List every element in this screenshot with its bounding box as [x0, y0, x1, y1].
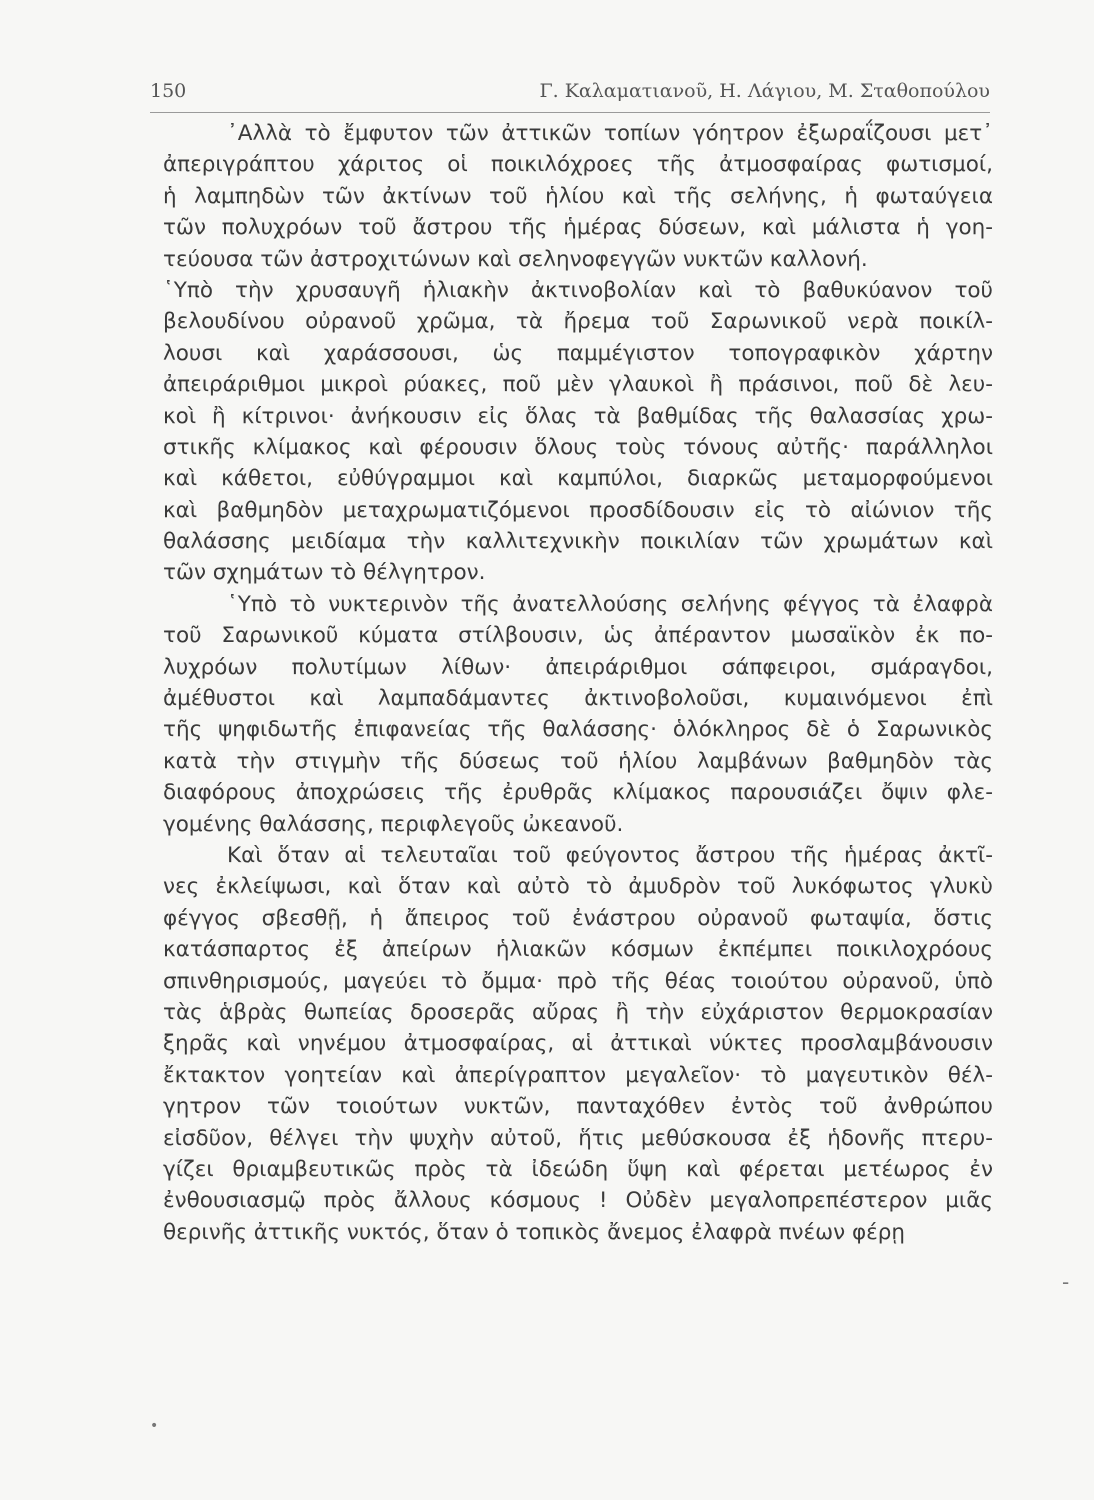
text-line: τοῦ Σαρωνικοῦ κύματα στίλβουσιν, ὡς ἀπέραντον μωσαϊκὸν ἐκ πο-: [163, 623, 993, 649]
text-line: βελουδίνου οὐρανοῦ χρῶμα, τὰ ἤρεμα τοῦ Σαρωνικοῦ νερὰ ποικίλ-: [163, 309, 993, 335]
text-line: τῶν πολυχρόων τοῦ ἄστρου τῆς ἡμέρας δύσεων, καὶ μάλιστα ἡ γοη-: [163, 215, 993, 241]
text-line: ᾿Αλλὰ τὸ ἔμφυτον τῶν ἀττικῶν τοπίων γόητρον ἐξωραΐζουσι μετ᾿: [227, 121, 993, 146]
paragraph: [163, 840, 993, 1248]
text-line: τῆς ψηφιδωτῆς ἐπιφανείας τῆς θαλάσσης· ὁλόκληρος δὲ ὁ Σαρωνικὸς: [163, 717, 993, 743]
text-line: ἡ λαμπηδὼν τῶν ἀκτίνων τοῦ ἡλίου καὶ τῆς σελήνης, ἡ φωταύγεια: [163, 183, 993, 209]
running-title-authors: Γ. Καλαματιανοῦ, Η. Λάγιου, Μ. Σταθοπούλου: [539, 80, 990, 102]
text-line: νες ἐκλείψωσι, καὶ ὅταν καὶ αὐτὸ τὸ ἀμυδρὸν τοῦ λυκόφωτος γλυκὺ: [163, 874, 993, 900]
text-line: ἔκτακτον γοητείαν καὶ ἀπερίγραπτον μεγαλεῖον· τὸ μαγευτικὸν θέλ-: [163, 1062, 993, 1088]
margin-mark-bottom: •: [150, 1418, 159, 1434]
text-line: εἰσδῦον, θέλγει τὴν ψυχὴν αὐτοῦ, ἥτις μεθύσκουσα ἐξ ἡδονῆς πτερυ-: [163, 1125, 993, 1151]
page-number: 150: [150, 80, 187, 102]
text-line: ἀμέθυστοι καὶ λαμπαδάμαντες ἀκτινοβολοῦσι, κυμαινόμενοι ἐπὶ: [163, 686, 993, 712]
text-line: θαλάσσης μειδίαμα τὴν καλλιτεχνικὴν ποικιλίαν τῶν χρωμάτων καὶ: [163, 529, 993, 555]
paragraph: [163, 118, 993, 275]
text-line: λουσι καὶ χαράσσουσι, ὡς παμμέγιστον τοπογραφικὸν χάρτην: [163, 340, 993, 366]
text-line: ῾Υπὸ τὸ νυκτερινὸν τῆς ἀνατελλούσης σελήνης φέγγος τὰ ἐλαφρὰ: [227, 591, 993, 617]
text-line: κατάσπαρτος ἐξ ἀπείρων ἡλιακῶν κόσμων ἐκπέμπει ποικιλοχρόους: [163, 937, 993, 963]
body-text: [163, 118, 993, 1248]
text-line: καὶ βαθμηδὸν μεταχρωματιζόμενοι προσδίδουσιν εἰς τὸ αἰώνιον τῆς: [163, 497, 993, 523]
paragraph: [163, 275, 993, 589]
text-line: γίζει θριαμβευτικῶς πρὸς τὰ ἰδεώδη ὕψη καὶ φέρεται μετέωρος ἐν: [163, 1156, 993, 1182]
text-line: Καὶ ὅταν αἱ τελευταῖαι τοῦ φεύγοντος ἄστρου τῆς ἡμέρας ἀκτῖ-: [227, 842, 993, 868]
text-line: σπινθηρισμούς, μαγεύει τὸ ὄμμα· πρὸ τῆς θέας τοιούτου οὐρανοῦ, ὑπὸ: [163, 968, 993, 994]
text-line: ξηρᾶς καὶ νηνέμου ἀτμοσφαίρας, αἱ ἀττικαὶ νύκτες προσλαμβάνουσιν: [163, 1031, 993, 1057]
text-line: ἀπειράριθμοι μικροὶ ρύακες, ποῦ μὲν γλαυκοὶ ἢ πράσινοι, ποῦ δὲ λευ-: [163, 372, 993, 398]
text-line: ῾Υπὸ τὴν χρυσαυγῆ ἡλιακὴν ἀκτινοβολίαν καὶ τὸ βαθυκύανον τοῦ: [163, 277, 993, 303]
text-line: κοὶ ἢ κίτρινοι· ἀνήκουσιν εἰς ὅλας τὰ βαθμίδας τῆς θαλασσίας χρω-: [163, 403, 993, 429]
running-header: [150, 72, 990, 113]
text-line: τῶν σχημάτων τὸ θέλγητρον.: [163, 560, 486, 586]
text-line: λυχρόων πολυτίμων λίθων· ἀπειράριθμοι σάπφειροι, σμάραγδοι,: [163, 654, 993, 680]
text-line: θερινῆς ἀττικῆς νυκτός, ὅταν ὁ τοπικὸς ἄνεμος ἐλαφρὰ πνέων φέρῃ: [163, 1219, 906, 1245]
text-line: γητρον τῶν τοιούτων νυκτῶν, πανταχόθεν ἐντὸς τοῦ ἀνθρώπου: [163, 1094, 993, 1120]
paragraph: [163, 589, 993, 840]
text-line: ἐνθουσιασμῷ πρὸς ἄλλους κόσμους ! Οὐδὲν μεγαλοπρεπέστερον μιᾶς: [163, 1188, 993, 1214]
text-line: καὶ κάθετοι, εὐθύγραμμοι καὶ καμπύλοι, διαρκῶς μεταμορφούμενοι: [163, 466, 993, 492]
text-line: τεύουσα τῶν ἀστροχιτώνων καὶ σεληνοφεγγῶν νυκτῶν καλλονή.: [163, 246, 868, 272]
text-line: τὰς ἁβρὰς θωπείας δροσερᾶς αὔρας ἢ τὴν εὐχάριστον θερμοκρασίαν: [163, 999, 993, 1025]
text-line: διαφόρους ἀποχρώσεις τῆς ἐρυθρᾶς κλίμακος παρουσιάζει ὄψιν φλε-: [163, 780, 993, 806]
text-line: κατὰ τὴν στιγμὴν τῆς δύσεως τοῦ ἡλίου λαμβάνων βαθμηδὸν τὰς: [163, 748, 993, 774]
margin-mark-right: -: [1062, 1270, 1070, 1294]
text-line: φέγγος σβεσθῇ, ἡ ἄπειρος τοῦ ἐνάστρου οὐρανοῦ φωταψία, ὅστις: [163, 905, 993, 931]
text-line: στικῆς κλίμακος καὶ φέρουσιν ὅλους τοὺς τόνους αὐτῆς· παράλληλοι: [163, 434, 993, 460]
text-line: γομένης θαλάσσης, περιφλεγοῦς ὠκεανοῦ.: [163, 811, 624, 837]
text-line: ἀπεριγράπτου χάριτος οἱ ποικιλόχροες τῆς ἀτμοσφαίρας φωτισμοί,: [163, 152, 993, 178]
